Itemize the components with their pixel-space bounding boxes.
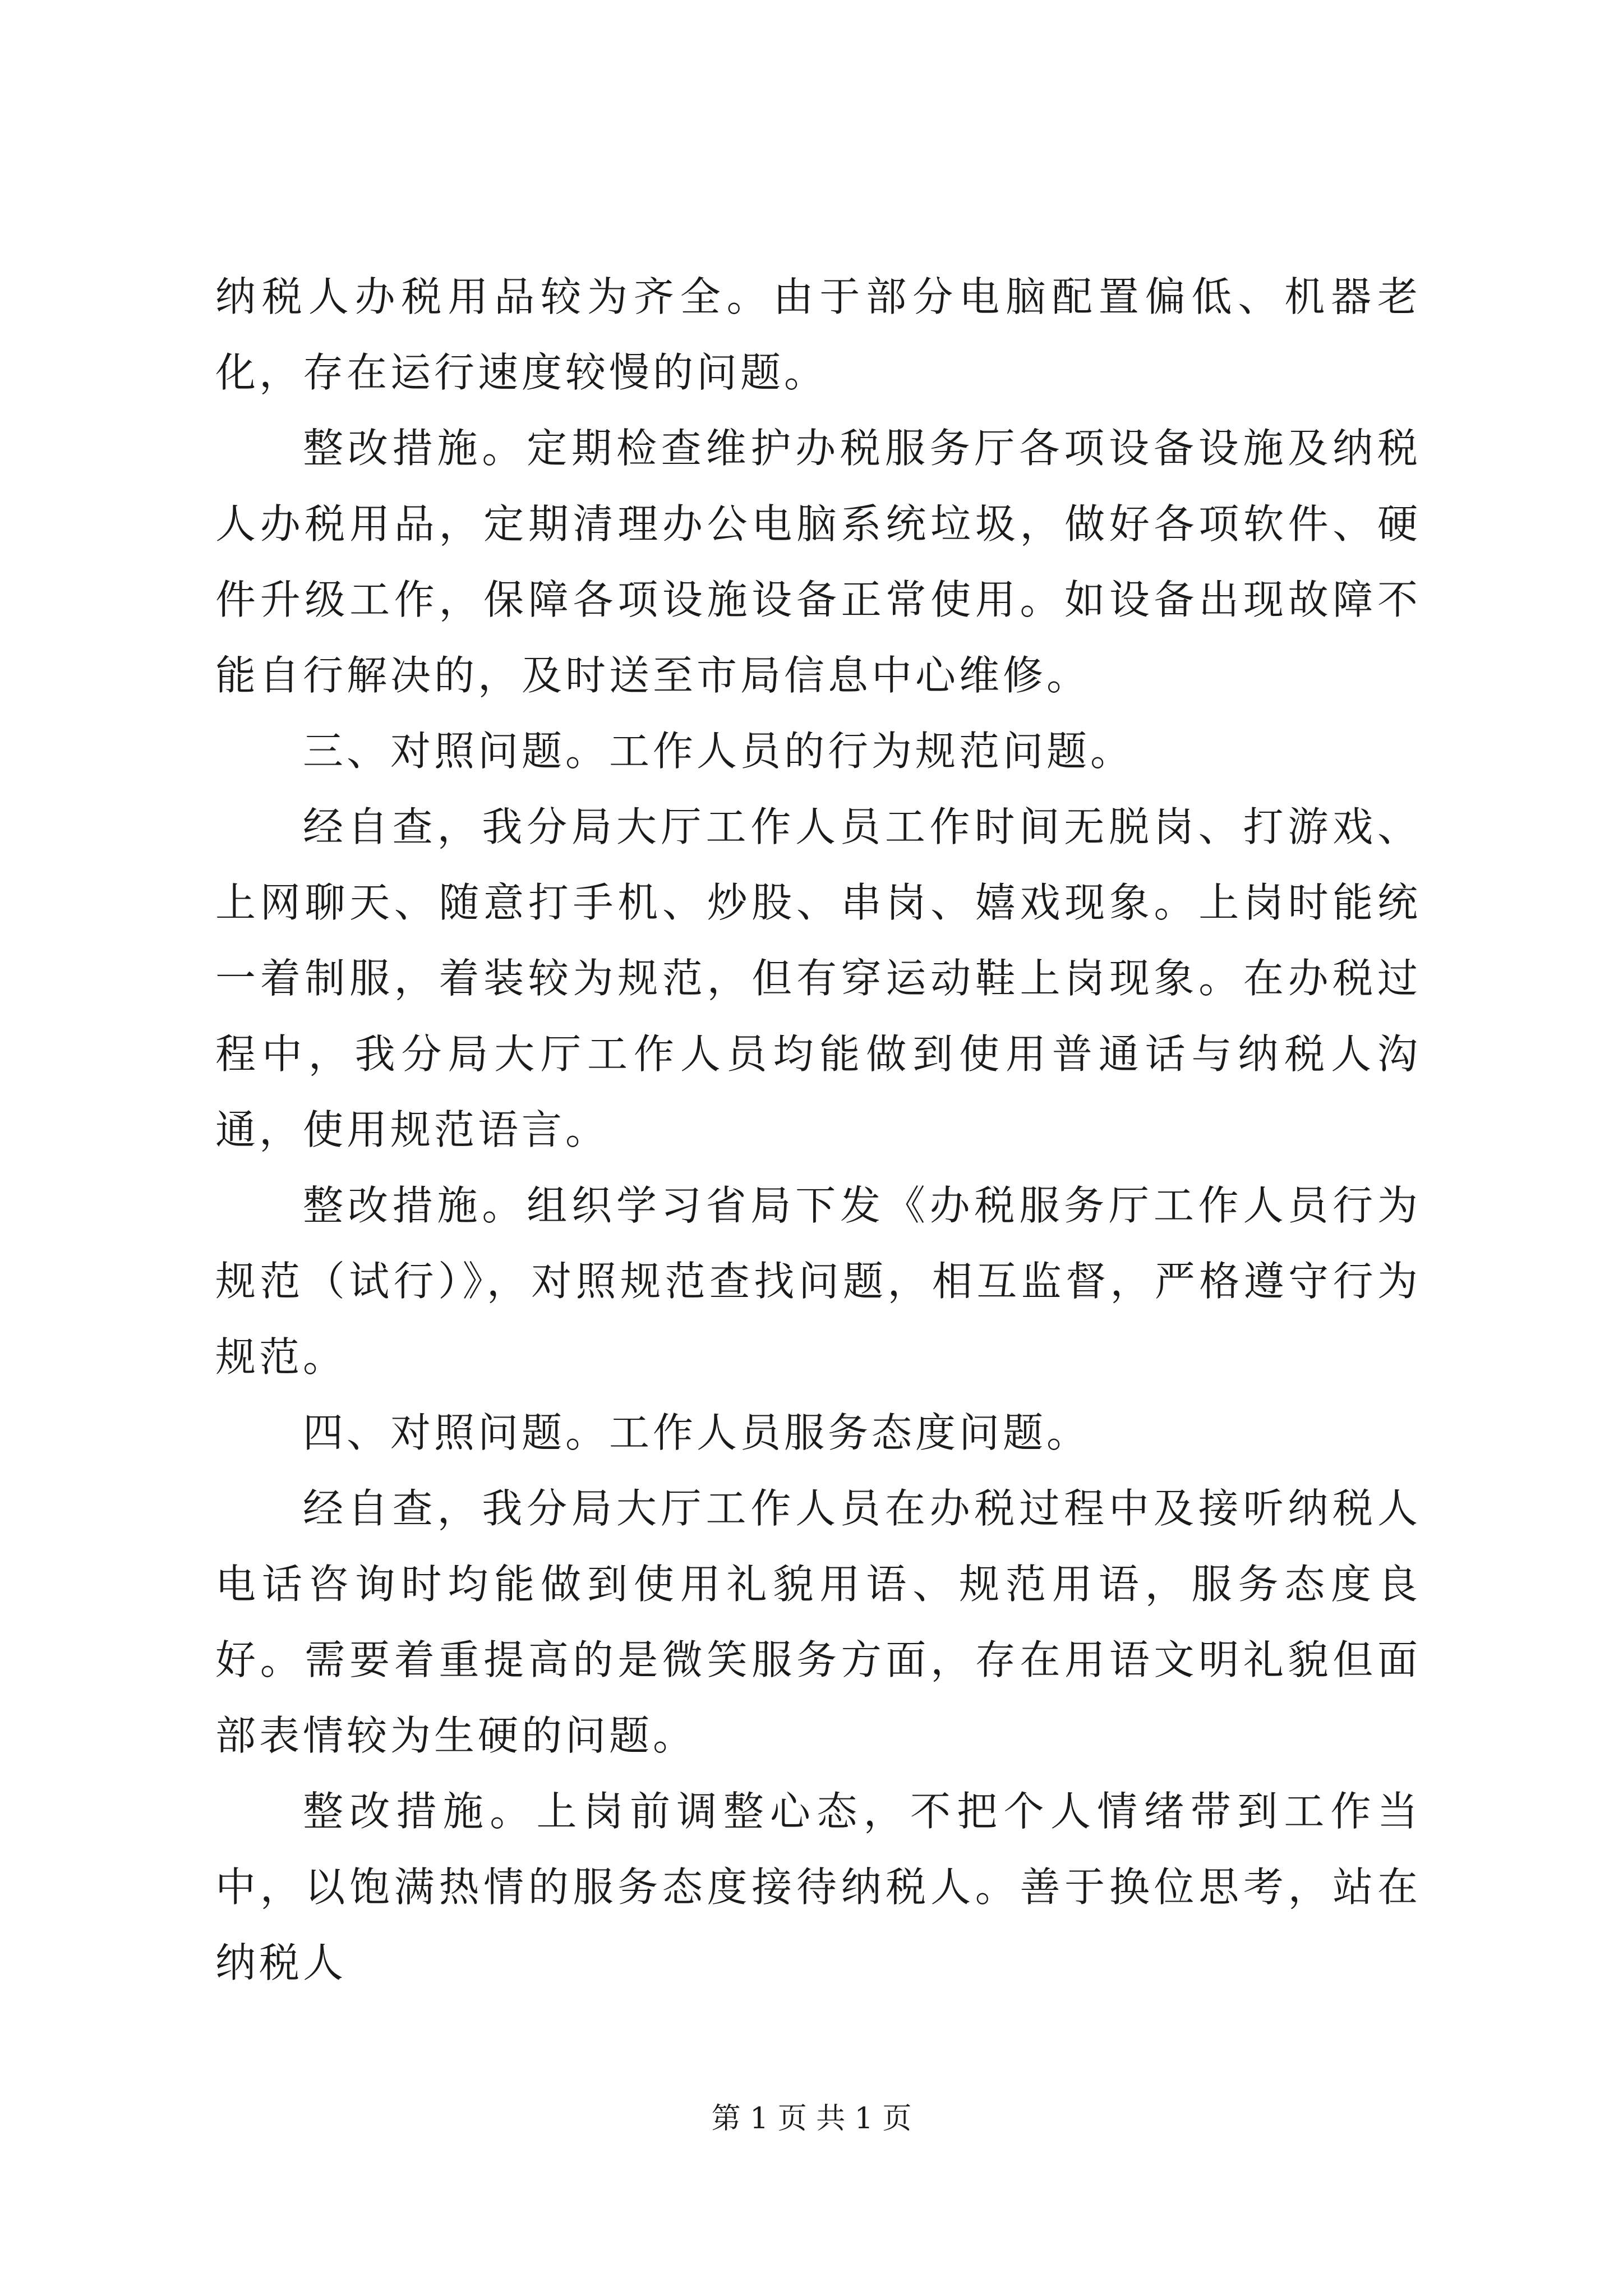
paragraph-self-check-attitude: 经自查，我分局大厅工作人员在办税过程中及接听纳税人电话咨询时均能做到使用礼貌用语、规范用语，服务态度良好。需要着重提高的是微笑服务方面，存在用语文明礼貌但面部表情较为生硬的问题。 (215, 1485, 1421, 1759)
paragraph-rectification-equipment: 整改措施。定期检查维护办税服务厅各项设备设施及纳税人办税用品，定期清理办公电脑系统垃圾，做好各项软件、硬件升级工作，保障各项设施设备正常使用。如设备出现故障不能自行解决的，及时送至市局信息中心维修。 (215, 425, 1421, 699)
section-heading-3: 三、对照问题。工作人员的行为规范问题。 (303, 728, 1135, 775)
page-footer: 第 1 页 共 1 页 (711, 2102, 912, 2136)
section-heading-4: 四、对照问题。工作人员服务态度问题。 (303, 1409, 1091, 1456)
paragraph-self-check-conduct: 经自查，我分局大厅工作人员工作时间无脱岗、打游戏、上网聊天、随意打手机、炒股、串岗、嬉戏现象。上岗时能统一着制服，着装较为规范，但有穿运动鞋上岗现象。在办税过程中，我分局大厅工作人员均能做到使用普通话与纳税人沟通，使用规范语言。 (215, 803, 1421, 1153)
document-body (215, 259, 1421, 2001)
paragraph-rectification-conduct: 整改措施。组织学习省局下发《办税服务厅工作人员行为规范（试行）》，对照规范查找问题，相互监督，严格遵守行为规范。 (215, 1182, 1421, 1381)
paragraph-rectification-attitude: 整改措施。上岗前调整心态，不把个人情绪带到工作当中，以饱满热情的服务态度接待纳税人。善于换位思考，站在纳税人 (215, 1788, 1421, 1986)
paragraph-continuation: 纳税人办税用品较为齐全。由于部分电脑配置偏低、机器老化，存在运行速度较慢的问题。 (215, 273, 1421, 396)
